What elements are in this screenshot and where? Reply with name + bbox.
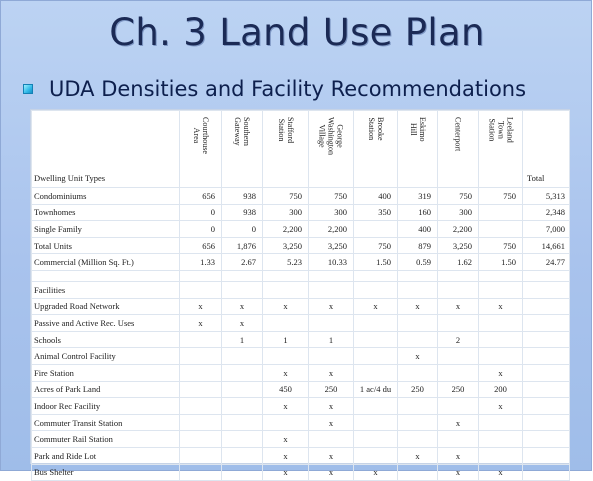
table-cell: 750 [263,188,309,205]
table-cell: 200 [479,381,523,398]
empty-cell [523,464,570,481]
table-row [32,188,570,205]
row-total: 14,661 [523,237,570,254]
column-header: George Washington Village [309,111,354,188]
table-cell: 160 [398,204,438,221]
row-label: Single Family [32,221,180,238]
table-cell: x [222,298,263,315]
table-cell: x [438,447,479,464]
table-cell: 1 ac/4 du [354,381,398,398]
table-row [32,348,570,365]
table-cell [263,348,309,365]
table-cell: x [479,464,523,481]
table-cell: x [479,364,523,381]
empty-cell [523,364,570,381]
table-cell: 2.67 [222,254,263,271]
empty-cell [523,298,570,315]
table-cell [479,447,523,464]
table-cell: x [180,298,222,315]
table-cell [309,348,354,365]
table-row [32,414,570,431]
table-cell [438,315,479,332]
table-cell: 1,876 [222,237,263,254]
table-cell: 2,200 [309,221,354,238]
table-cell: x [354,464,398,481]
table-cell [222,398,263,415]
table-cell: 2,200 [438,221,479,238]
table-cell: 2 [438,331,479,348]
table-cell: 450 [263,381,309,398]
table-cell [354,315,398,332]
table-cell: 750 [438,188,479,205]
empty-cell [398,270,438,281]
table-cell: 750 [309,188,354,205]
table-cell: 2,200 [263,221,309,238]
table-cell: x [263,298,309,315]
table-cell: 750 [479,237,523,254]
column-header: Leeland Town Station [479,111,523,188]
table-cell [222,348,263,365]
table-cell [222,364,263,381]
table-cell: 1.50 [479,254,523,271]
facilities-header-row [32,281,570,298]
table-cell [309,431,354,448]
table-cell: x [263,364,309,381]
table-cell: x [263,464,309,481]
table-cell: 400 [354,188,398,205]
table-cell [479,221,523,238]
table-cell [180,364,222,381]
table-cell [438,398,479,415]
table-cell [180,447,222,464]
empty-cell [263,270,309,281]
row-label: Total Units [32,237,180,254]
table-cell [222,414,263,431]
table-cell [180,414,222,431]
density-table [31,110,570,481]
row-label: Park and Ride Lot [32,447,180,464]
table-cell: x [354,298,398,315]
row-total: 2,348 [523,204,570,221]
table-cell: x [438,298,479,315]
empty-cell [523,331,570,348]
slide-subtitle: UDA Densities and Facility Recommendations [49,77,527,101]
table-cell: 10.33 [309,254,354,271]
empty-cell [523,270,570,281]
table-cell [180,381,222,398]
table-row [32,315,570,332]
empty-cell [180,281,222,298]
table-cell: 0 [180,204,222,221]
table-cell: x [479,398,523,415]
table-cell: x [438,464,479,481]
subtitle-row [23,74,526,104]
table-cell: 5.23 [263,254,309,271]
table-cell: 0.59 [398,254,438,271]
empty-cell [398,281,438,298]
table-cell [438,364,479,381]
row-label: Bus Shelter [32,464,180,481]
table-cell: 400 [398,221,438,238]
slide-title: Ch. 3 Land Use Plan [109,11,485,54]
table-cell [398,331,438,348]
empty-cell [479,281,523,298]
empty-cell [222,281,263,298]
table-cell [479,331,523,348]
table-cell: x [309,364,354,381]
table-cell [438,348,479,365]
table-cell: x [309,414,354,431]
table-cell: 750 [479,188,523,205]
table-cell: 656 [180,237,222,254]
table-cell [398,414,438,431]
table-cell [479,315,523,332]
table-cell: 1.62 [438,254,479,271]
table-cell [222,447,263,464]
table-cell: 319 [398,188,438,205]
table-cell: x [263,398,309,415]
column-header: Brooke Station [354,111,398,188]
column-header: Stafford Station [263,111,309,188]
table-cell: 938 [222,188,263,205]
table-cell: 250 [398,381,438,398]
table-row [32,204,570,221]
table-cell: 250 [309,381,354,398]
empty-cell [354,270,398,281]
row-total: 7,000 [523,221,570,238]
table-cell: x [263,447,309,464]
total-column-header: Total [523,111,570,188]
table-cell: 938 [222,204,263,221]
table-cell: x [263,431,309,448]
column-header: Courthouse Area [180,111,222,188]
table-row [32,431,570,448]
table-cell [479,431,523,448]
table-cell: 300 [309,204,354,221]
table-row [32,364,570,381]
table-cell: x [438,414,479,431]
empty-cell [523,381,570,398]
table-cell [479,348,523,365]
table-cell [354,398,398,415]
empty-cell [263,281,309,298]
table-cell [180,464,222,481]
square-bullet-icon [23,84,33,94]
empty-cell [523,414,570,431]
table-cell [222,464,263,481]
table-cell: x [309,447,354,464]
table-cell: x [309,298,354,315]
table-row [32,221,570,238]
table-cell [354,348,398,365]
table-cell: 350 [354,204,398,221]
table-row [32,447,570,464]
table-cell: 656 [180,188,222,205]
table-row [32,464,570,481]
table-cell: x [479,298,523,315]
table-cell [438,431,479,448]
table-cell [180,348,222,365]
spacer-row [32,270,570,281]
table-cell [354,364,398,381]
table-cell [222,381,263,398]
table-cell: 879 [398,237,438,254]
row-label: Animal Control Facility [32,348,180,365]
table-cell: 250 [438,381,479,398]
table-cell: 300 [263,204,309,221]
empty-cell [479,270,523,281]
table-cell: x [398,447,438,464]
table-cell [354,447,398,464]
table-cell [398,464,438,481]
table-cell: x [398,348,438,365]
column-header: Southern Gateway [222,111,263,188]
empty-cell [309,270,354,281]
table-cell: 300 [438,204,479,221]
row-total: 5,313 [523,188,570,205]
row-label: Condominiums [32,188,180,205]
table-cell [354,431,398,448]
empty-cell [523,447,570,464]
table-cell [479,414,523,431]
table-cell: 1.33 [180,254,222,271]
table-cell: x [180,315,222,332]
table-cell: 3,250 [263,237,309,254]
table-cell: 1 [222,331,263,348]
table-cell: x [222,315,263,332]
empty-cell [309,281,354,298]
table-cell [180,331,222,348]
table-cell: x [398,298,438,315]
empty-cell [354,281,398,298]
table-cell: x [309,464,354,481]
table-cell [398,431,438,448]
table-cell [354,331,398,348]
table-cell [354,221,398,238]
empty-cell [222,270,263,281]
table-row [32,381,570,398]
row-label: Indoor Rec Facility [32,398,180,415]
table-cell: 1 [309,331,354,348]
column-header-row [32,111,570,188]
table-cell [263,414,309,431]
table-cell: 0 [222,221,263,238]
row-label: Commercial (Million Sq. Ft.) [32,254,180,271]
row-label: Commuter Rail Station [32,431,180,448]
row-label: Fire Station [32,364,180,381]
table-row [32,298,570,315]
table-cell [398,315,438,332]
column-header: Eskimo Hill [398,111,438,188]
row-label: Townhomes [32,204,180,221]
row-header-label: Dwelling Unit Types [32,111,180,188]
table-cell [398,364,438,381]
table-cell [309,315,354,332]
table-cell [222,431,263,448]
table-row [32,398,570,415]
table-cell [354,414,398,431]
table-row [32,254,570,271]
empty-cell [523,281,570,298]
empty-cell [523,315,570,332]
table-cell [479,204,523,221]
table-cell [180,431,222,448]
row-label: Upgraded Road Network [32,298,180,315]
table-cell [180,398,222,415]
table-row [32,237,570,254]
empty-cell [438,281,479,298]
empty-cell [523,398,570,415]
facilities-label: Facilities [32,281,180,298]
table-cell: 3,250 [309,237,354,254]
empty-cell [523,431,570,448]
column-header: Centerport [438,111,479,188]
empty-cell [523,348,570,365]
table-cell [263,315,309,332]
table-cell: 1.50 [354,254,398,271]
row-label: Commuter Transit Station [32,414,180,431]
table-cell: x [309,398,354,415]
empty-cell [32,270,180,281]
row-label: Acres of Park Land [32,381,180,398]
row-label: Schools [32,331,180,348]
table-cell: 1 [263,331,309,348]
table-cell: 3,250 [438,237,479,254]
density-table-container [30,109,570,478]
table-row [32,331,570,348]
table-cell [398,398,438,415]
empty-cell [438,270,479,281]
table-cell: 750 [354,237,398,254]
row-label: Passive and Active Rec. Uses [32,315,180,332]
empty-cell [180,270,222,281]
table-cell: 0 [180,221,222,238]
row-total: 24.77 [523,254,570,271]
